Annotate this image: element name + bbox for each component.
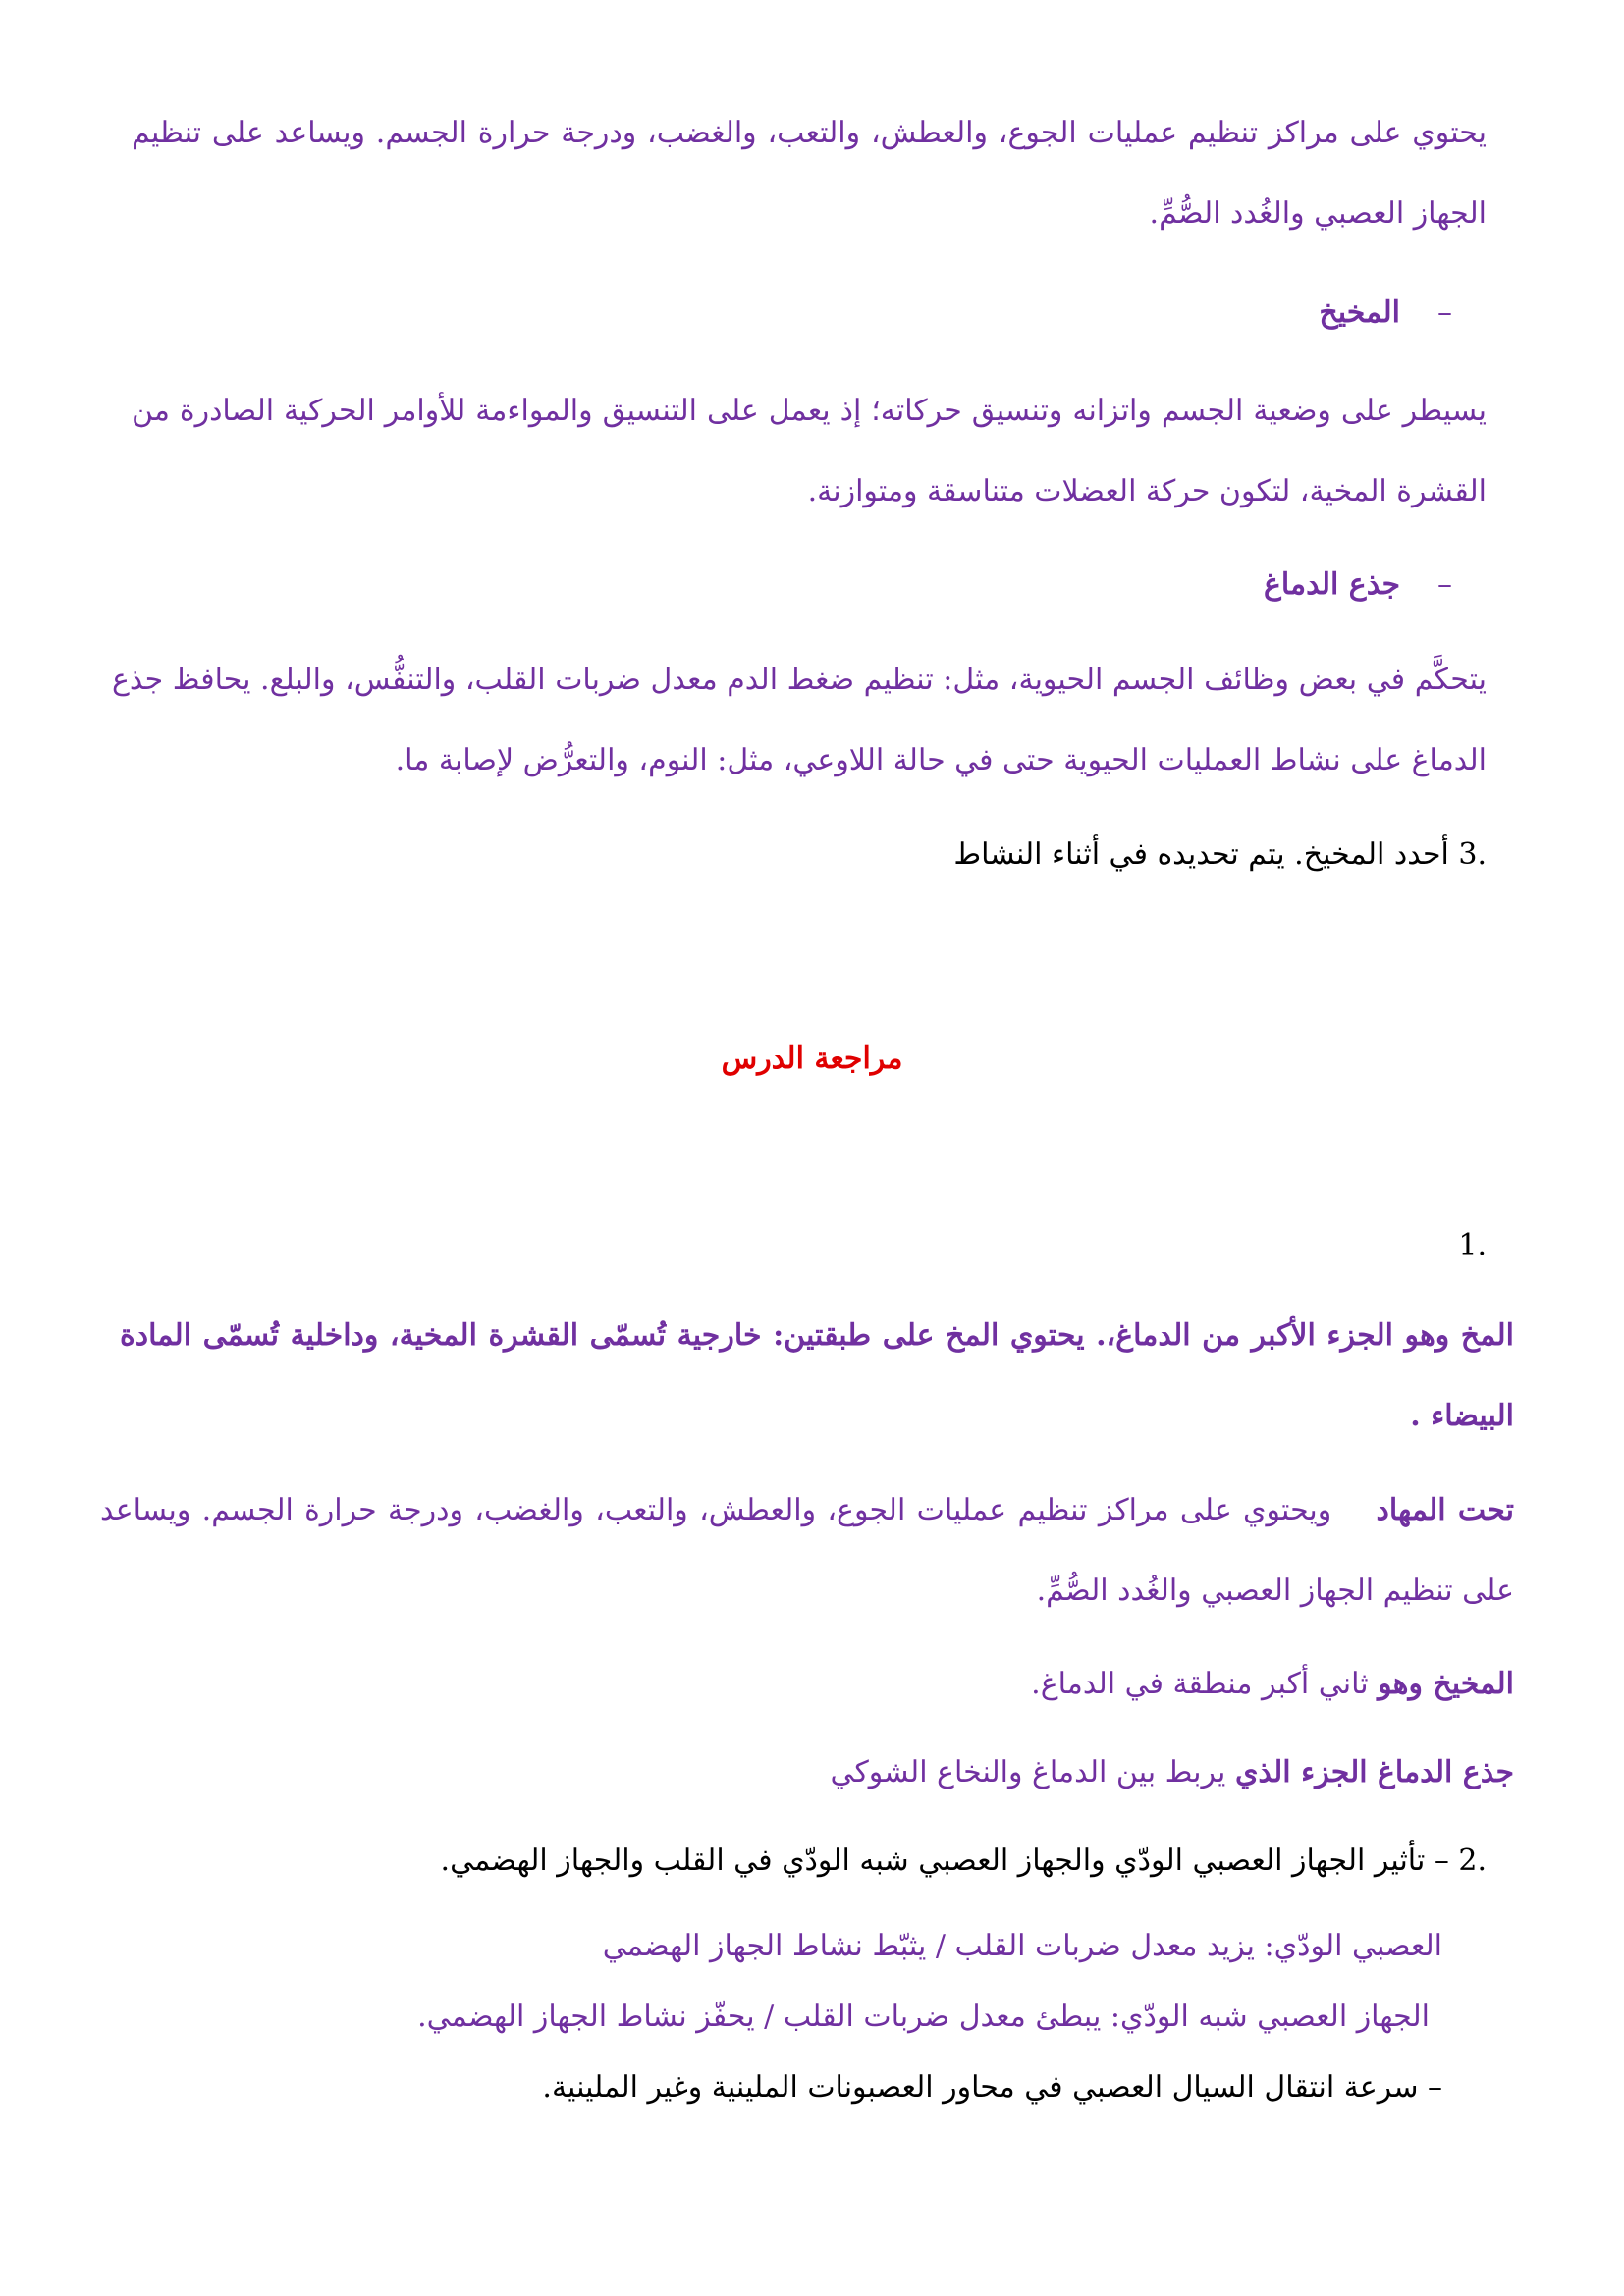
review-item-1-number: .1	[1458, 1228, 1487, 1262]
brainstem-heading-text: جذع الدماغ	[1264, 567, 1400, 602]
brainstem-description: يربط بين الدماغ والنخاع الشوكي	[830, 1755, 1226, 1789]
sympathetic-answer: العصبي الودّي: يزيد معدل ضربات القلب / يثبّط نشاط الجهاز الهضمي	[602, 1929, 1442, 1963]
heading-bullet: –	[1437, 295, 1452, 330]
review-title: مراجعة الدرس	[721, 1041, 903, 1076]
item-3-number: 3.	[1458, 837, 1487, 872]
hypothalamus-review-paragraph	[100, 1470, 1514, 1631]
hypothalamus-term: تحت المهاد	[1376, 1493, 1514, 1527]
brainstem-term: جذع الدماغ الجزء الذي	[1234, 1755, 1514, 1789]
hypothalamus-description: ويحتوي على مراكز تنظيم عمليات الجوع، والعطش، والتعب، والغضب، ودرجة حرارة الجسم. ويساعد على تنظيم الجهاز العصبي والغُدد الصُّمِّ.	[100, 1493, 1514, 1608]
cerebrum-paragraph: المخ وهو الجزء الأكبر من الدماغ،. يحتوي المخ على طبقتين: خارجية تُسمّى القشرة المخية، وداخلية تُسمّى المادة البيضاء .	[120, 1318, 1514, 1433]
cerebellum-description: ثاني أكبر منطقة في الدماغ.	[1031, 1667, 1369, 1701]
cerebellum-term: المخيخ وهو	[1378, 1667, 1514, 1701]
cerebellum-review-paragraph	[100, 1644, 1514, 1725]
hypothalamus-paragraph: يحتوي على مراكز تنظيم عمليات الجوع، والعطش، والتعب، والغضب، ودرجة حرارة الجسم. ويساعد على تنظيم الجهاز العصبي والغُدد الصُّمِّ.	[132, 116, 1487, 231]
item-2-text: – تأثير الجهاز العصبي الودّي والجهاز العصبي شبه الودّي في القلب والجهاز الهضمي.	[440, 1843, 1449, 1878]
brainstem-paragraph: يتحكَّم في بعض وظائف الجسم الحيوية، مثل: تنظيم ضغط الدم معدل ضربات القلب، والتنفُّس، والبلع. يحافظ جذع الدماغ على نشاط العمليات الحيوية حتى في حالة اللاوعي، مثل: النوم، والتعرُّض لإصابة ما.	[112, 663, 1487, 777]
brainstem-heading	[863, 545, 1452, 625]
item-3-text: أحدد المخيخ. يتم تحديده في أثناء النشاط	[953, 837, 1449, 872]
parasympathetic-answer: الجهاز العصبي شبه الودّي: يبطئ معدل ضربات القلب / يحفّز نشاط الجهاز الهضمي.	[417, 2000, 1430, 2034]
activity-item-3	[210, 815, 1487, 895]
item-2-number: 2.	[1458, 1843, 1487, 1878]
review-item-2	[112, 1821, 1487, 1901]
heading-bullet: –	[1437, 567, 1452, 602]
cerebellum-heading	[863, 273, 1452, 353]
cerebellum-heading-text: المخيخ	[1319, 295, 1400, 330]
brainstem-review-paragraph	[100, 1733, 1514, 1813]
nerve-impulse-speed-item: – سرعة انتقال السيال العصبي في محاور العصبونات الملينية وغير الملينية.	[542, 2070, 1442, 2105]
cerebellum-paragraph: يسيطر على وضعية الجسم واتزانه وتنسيق حركاته؛ إذ يعمل على التنسيق والمواءمة للأوامر الحركية الصادرة من القشرة المخية، لتكون حركة العضلات متناسقة ومتوازنة.	[132, 394, 1487, 508]
